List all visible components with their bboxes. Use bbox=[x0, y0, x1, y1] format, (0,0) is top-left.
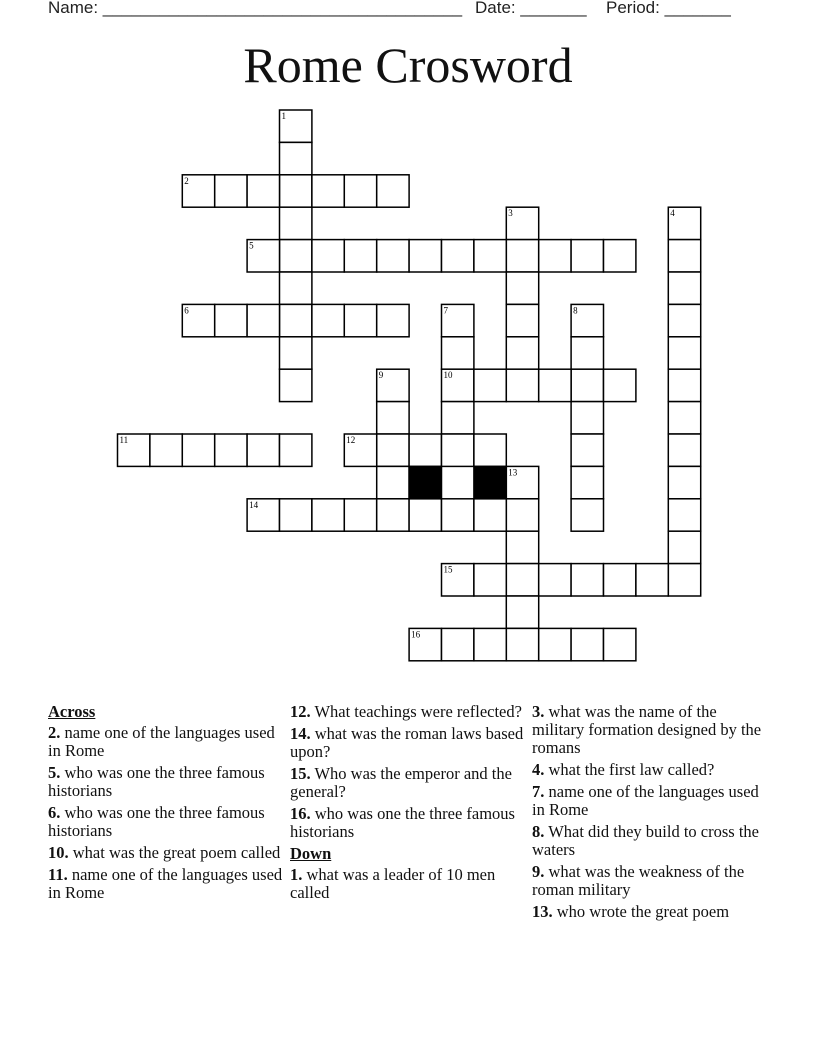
clue-num: 12. bbox=[290, 702, 311, 721]
clue-item bbox=[532, 863, 770, 899]
grid-cell[interactable] bbox=[182, 434, 214, 466]
clue-num: 14. bbox=[290, 724, 311, 743]
grid-cell[interactable] bbox=[668, 499, 700, 531]
grid-cell[interactable] bbox=[506, 564, 538, 596]
clue-number-14: 14 bbox=[249, 499, 259, 510]
grid-cell[interactable] bbox=[215, 304, 247, 336]
clue-text: what was the name of the military formation designed by the romans bbox=[532, 702, 762, 757]
clue-num: 4. bbox=[532, 760, 545, 779]
grid-cell[interactable] bbox=[474, 240, 506, 272]
grid-cell[interactable] bbox=[280, 240, 312, 272]
grid-cell[interactable] bbox=[571, 369, 603, 401]
grid-cell[interactable] bbox=[344, 175, 376, 207]
grid-cell[interactable] bbox=[312, 240, 344, 272]
grid-cell[interactable] bbox=[442, 434, 474, 466]
clue-number-13: 13 bbox=[508, 467, 518, 478]
clue-item bbox=[290, 703, 528, 721]
clue-num: 7. bbox=[532, 782, 545, 801]
clue-number-5: 5 bbox=[249, 240, 254, 251]
grid-cell[interactable] bbox=[604, 240, 636, 272]
grid-cell[interactable] bbox=[571, 402, 603, 434]
grid-cell[interactable] bbox=[215, 175, 247, 207]
name-field[interactable]: Name: ______________________________________ bbox=[48, 0, 463, 17]
grid-cell[interactable] bbox=[280, 369, 312, 401]
clue-num: 11. bbox=[48, 865, 68, 884]
clue-num: 6. bbox=[48, 803, 61, 822]
grid-cell[interactable] bbox=[377, 434, 409, 466]
grid-cell[interactable] bbox=[215, 434, 247, 466]
grid-cell[interactable] bbox=[474, 499, 506, 531]
clue-text: What did they build to cross the waters bbox=[532, 822, 759, 859]
grid-cell[interactable] bbox=[506, 337, 538, 369]
grid-cell[interactable] bbox=[312, 304, 344, 336]
clue-item bbox=[48, 724, 286, 760]
grid-cell[interactable] bbox=[668, 402, 700, 434]
clue-text: What teachings were reflected? bbox=[310, 702, 522, 721]
clue-text: who was one the three famous historians bbox=[48, 803, 265, 840]
clue-number-15: 15 bbox=[443, 564, 453, 575]
grid-cell[interactable] bbox=[604, 628, 636, 660]
grid-cell[interactable] bbox=[571, 240, 603, 272]
clue-column-3 bbox=[532, 703, 770, 925]
clue-item bbox=[532, 761, 770, 779]
clue-item bbox=[532, 783, 770, 819]
grid-cell[interactable] bbox=[280, 207, 312, 239]
grid-cell[interactable] bbox=[409, 499, 441, 531]
grid-cell[interactable] bbox=[506, 596, 538, 628]
across-heading: Across bbox=[48, 702, 96, 721]
clue-text: what was the roman laws based upon? bbox=[290, 724, 524, 761]
clue-item bbox=[290, 805, 528, 841]
grid-cell[interactable] bbox=[506, 369, 538, 401]
clue-item bbox=[48, 866, 286, 902]
grid-cell[interactable] bbox=[668, 369, 700, 401]
grid-cell[interactable] bbox=[344, 304, 376, 336]
clue-num: 13. bbox=[532, 902, 553, 921]
clue-text: what was the weakness of the roman military bbox=[532, 862, 745, 899]
grid-cell[interactable] bbox=[442, 402, 474, 434]
clue-number-4: 4 bbox=[670, 208, 675, 219]
grid-cell[interactable] bbox=[506, 304, 538, 336]
clue-number-16: 16 bbox=[411, 629, 421, 640]
grid-cell[interactable] bbox=[377, 175, 409, 207]
grid-cell[interactable] bbox=[571, 499, 603, 531]
grid-cell[interactable] bbox=[247, 175, 279, 207]
clue-num: 9. bbox=[532, 862, 545, 881]
grid-cell[interactable] bbox=[377, 304, 409, 336]
clue-number-8: 8 bbox=[573, 305, 578, 316]
grid-cell[interactable] bbox=[506, 240, 538, 272]
grid-cell[interactable] bbox=[539, 628, 571, 660]
clue-item bbox=[48, 764, 286, 800]
grid-cell[interactable] bbox=[280, 142, 312, 174]
clue-item bbox=[532, 903, 770, 921]
grid-cell[interactable] bbox=[344, 240, 376, 272]
clue-column-2 bbox=[290, 703, 528, 906]
clue-text: name one of the languages used in Rome bbox=[48, 723, 275, 760]
grid-cell[interactable] bbox=[668, 564, 700, 596]
clue-text: what the first law called? bbox=[544, 760, 715, 779]
clue-text: name one of the languages used in Rome bbox=[532, 782, 759, 819]
clue-num: 5. bbox=[48, 763, 61, 782]
grid-cell[interactable] bbox=[409, 434, 441, 466]
date-field[interactable]: Date: _______ bbox=[475, 0, 587, 17]
clue-item bbox=[48, 844, 286, 862]
grid-cell[interactable] bbox=[377, 402, 409, 434]
grid-cell[interactable] bbox=[409, 240, 441, 272]
clue-text: Who was the emperor and the general? bbox=[290, 764, 512, 801]
clue-number-10: 10 bbox=[443, 370, 453, 381]
grid-cell[interactable] bbox=[280, 272, 312, 304]
clue-number-9: 9 bbox=[378, 370, 384, 381]
grid-cell[interactable] bbox=[377, 240, 409, 272]
grid-cell[interactable] bbox=[474, 434, 506, 466]
clue-text: what was the great poem called bbox=[68, 843, 281, 862]
grid-cell[interactable] bbox=[571, 434, 603, 466]
clue-num: 10. bbox=[48, 843, 69, 862]
clue-number-11: 11 bbox=[119, 435, 129, 445]
grid-cell[interactable] bbox=[312, 499, 344, 531]
clue-number-3: 3 bbox=[508, 208, 513, 219]
grid-cell[interactable] bbox=[247, 304, 279, 336]
clue-number-7: 7 bbox=[443, 305, 448, 316]
grid-cell[interactable] bbox=[506, 272, 538, 304]
grid-cell[interactable] bbox=[506, 499, 538, 531]
clue-text: who was one the three famous historians bbox=[290, 804, 515, 841]
grid-cell[interactable] bbox=[668, 272, 700, 304]
grid-cell[interactable] bbox=[668, 304, 700, 336]
grid-cell[interactable] bbox=[280, 337, 312, 369]
grid-cell[interactable] bbox=[539, 564, 571, 596]
page-title: Rome Crosword bbox=[243, 37, 573, 93]
grid-cell[interactable] bbox=[280, 434, 312, 466]
grid-cell[interactable] bbox=[571, 337, 603, 369]
grid-cell[interactable] bbox=[636, 564, 668, 596]
black-square bbox=[409, 466, 441, 498]
down-heading: Down bbox=[290, 844, 332, 863]
grid-cell[interactable] bbox=[571, 564, 603, 596]
grid-cell[interactable] bbox=[377, 499, 409, 531]
clue-num: 16. bbox=[290, 804, 311, 823]
clue-number-2: 2 bbox=[184, 175, 189, 186]
grid-cell[interactable] bbox=[442, 337, 474, 369]
grid-cell[interactable] bbox=[604, 369, 636, 401]
grid-cell[interactable] bbox=[442, 628, 474, 660]
grid-cell[interactable] bbox=[474, 564, 506, 596]
grid-cell[interactable] bbox=[280, 304, 312, 336]
clue-number-6: 6 bbox=[184, 305, 189, 316]
grid-cell[interactable] bbox=[668, 337, 700, 369]
clue-number-12: 12 bbox=[346, 435, 356, 445]
clue-item bbox=[290, 725, 528, 761]
grid-cell[interactable] bbox=[280, 499, 312, 531]
clue-text: what was a leader of 10 men called bbox=[290, 865, 496, 902]
grid-cell[interactable] bbox=[668, 434, 700, 466]
clue-item bbox=[290, 765, 528, 801]
clue-item bbox=[532, 703, 770, 757]
clue-column-1 bbox=[48, 703, 286, 906]
grid-cell[interactable] bbox=[442, 499, 474, 531]
grid-cell[interactable] bbox=[604, 564, 636, 596]
grid-cell[interactable] bbox=[506, 531, 538, 563]
clue-num: 1. bbox=[290, 865, 303, 884]
clue-num: 3. bbox=[532, 702, 545, 721]
period-field[interactable]: Period: _______ bbox=[606, 0, 731, 17]
clue-item bbox=[290, 866, 528, 902]
clue-text: who was one the three famous historians bbox=[48, 763, 265, 800]
grid-cell[interactable] bbox=[571, 628, 603, 660]
grid-cell[interactable] bbox=[539, 240, 571, 272]
clue-num: 2. bbox=[48, 723, 61, 742]
clue-num: 15. bbox=[290, 764, 311, 783]
clue-text: who wrote the great poem bbox=[552, 902, 730, 921]
clue-number-1: 1 bbox=[281, 111, 286, 121]
grid-cell[interactable] bbox=[247, 434, 279, 466]
grid-cell[interactable] bbox=[312, 175, 344, 207]
grid-cell[interactable] bbox=[280, 175, 312, 207]
clue-text: name one of the languages used in Rome bbox=[48, 865, 283, 902]
grid-cell[interactable] bbox=[668, 240, 700, 272]
grid-cell[interactable] bbox=[668, 466, 700, 498]
grid-cell[interactable] bbox=[506, 628, 538, 660]
grid-cell[interactable] bbox=[377, 466, 409, 498]
clue-item bbox=[48, 804, 286, 840]
grid-cell[interactable] bbox=[668, 531, 700, 563]
grid-cell[interactable] bbox=[344, 499, 376, 531]
black-square bbox=[474, 466, 506, 498]
grid-cell[interactable] bbox=[150, 434, 182, 466]
grid-cell[interactable] bbox=[474, 628, 506, 660]
grid-cell[interactable] bbox=[539, 369, 571, 401]
clue-item bbox=[532, 823, 770, 859]
grid-cell[interactable] bbox=[474, 369, 506, 401]
clue-num: 8. bbox=[532, 822, 545, 841]
grid-cell[interactable] bbox=[571, 466, 603, 498]
grid-cell[interactable] bbox=[442, 240, 474, 272]
